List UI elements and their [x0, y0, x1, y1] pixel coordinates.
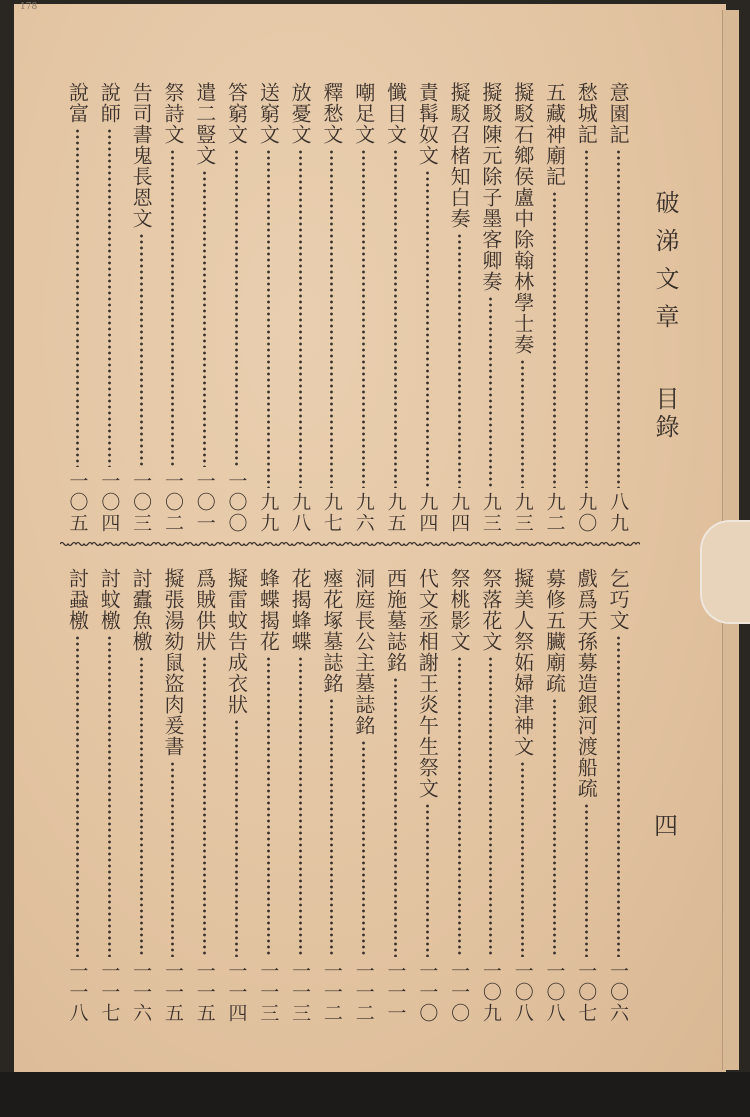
- dot-leader: [394, 149, 397, 488]
- page-header: [648, 190, 683, 442]
- toc-entry: [348, 568, 380, 1024]
- entry-title: 告司書鬼長恩文: [129, 82, 154, 229]
- dot-leader: [267, 656, 270, 957]
- entry-page: 一〇八: [543, 961, 566, 1024]
- entry-title: 擬駁召楮知白奏: [447, 82, 472, 229]
- entry-title: 洞庭長公主墓誌銘: [351, 568, 376, 736]
- toc-entry: [125, 82, 157, 534]
- toc-entry: [189, 568, 221, 1024]
- book-title: 破涕文章: [651, 190, 679, 342]
- toc-entry: [221, 568, 253, 1024]
- entry-page: 一〇〇: [225, 471, 248, 534]
- entry-page: 一一〇: [416, 961, 439, 1024]
- corner-label: 178: [20, 2, 38, 12]
- entry-page: 一一〇: [448, 961, 471, 1024]
- entry-page: 一〇一: [193, 471, 216, 534]
- dot-leader: [553, 191, 556, 488]
- dot-leader: [235, 149, 238, 467]
- dot-leader: [521, 359, 524, 488]
- toc-entry: [539, 82, 571, 534]
- dot-leader: [330, 149, 333, 488]
- toc-entry: [284, 82, 316, 534]
- entry-page: 一一八: [66, 961, 89, 1024]
- entry-title: 愁城記: [574, 82, 599, 145]
- entry-page: 一〇五: [66, 471, 89, 534]
- dot-leader: [362, 740, 365, 957]
- entry-title: 爲賊供狀: [192, 568, 217, 652]
- dot-leader: [394, 677, 397, 957]
- toc-entry: [507, 82, 539, 534]
- toc-entry: [316, 82, 348, 534]
- toc-entry: [602, 568, 634, 1024]
- entry-title: 擬雷蚊告成衣狀: [224, 568, 249, 715]
- toc-entry: [348, 82, 380, 534]
- toc-entry: [570, 568, 602, 1024]
- dot-leader: [76, 128, 79, 467]
- dot-leader: [585, 149, 588, 488]
- entry-page: 一一六: [130, 961, 153, 1024]
- wavy-divider: [60, 536, 640, 552]
- entry-title: 懺目文: [383, 82, 408, 145]
- entry-title: 蜂蝶揭花: [256, 568, 281, 652]
- entry-page: 九四: [448, 492, 471, 534]
- toc-entry: [316, 568, 348, 1024]
- toc-entry: [221, 82, 253, 534]
- entry-page: 一一一: [384, 961, 407, 1024]
- toc-entry: [62, 568, 94, 1024]
- entry-page: 九六: [352, 492, 375, 534]
- entry-title: 戲爲天孫募造銀河渡船疏: [574, 568, 599, 799]
- entry-title: 送窮文: [256, 82, 281, 145]
- entry-title: 責髯奴文: [415, 82, 440, 166]
- dot-leader: [330, 698, 333, 957]
- entry-title: 擬駁陳元除子墨客卿奏: [478, 82, 503, 292]
- dot-leader: [299, 656, 302, 957]
- toc-entry: [475, 82, 507, 534]
- dot-leader: [426, 170, 429, 488]
- entry-title: 瘞花塚墓誌銘: [319, 568, 344, 694]
- entry-page: 九四: [416, 492, 439, 534]
- entry-title: 意園記: [606, 82, 631, 145]
- toc-entry: [411, 568, 443, 1024]
- toc-entry: [380, 82, 412, 534]
- dot-leader: [426, 803, 429, 957]
- entry-page: 九七: [320, 492, 343, 534]
- entry-title: 擬張湯劾鼠盜肉爰書: [160, 568, 185, 757]
- entry-title: 募修五臟廟疏: [542, 568, 567, 694]
- toc-entry: [602, 82, 634, 534]
- entry-page: 九〇: [575, 492, 598, 534]
- entry-page: 九三: [511, 492, 534, 534]
- toc-entry: [411, 82, 443, 534]
- dot-leader: [76, 635, 79, 957]
- entry-page: 九五: [384, 492, 407, 534]
- entry-page: 一〇二: [161, 471, 184, 534]
- scan-border: [0, 1072, 750, 1117]
- toc-entry: [93, 82, 125, 534]
- dot-leader: [585, 803, 588, 957]
- entry-page: 一一二: [320, 961, 343, 1024]
- dot-leader: [458, 233, 461, 488]
- toc-entry: [93, 568, 125, 1024]
- dot-leader: [140, 656, 143, 957]
- toc-entry: [157, 568, 189, 1024]
- dot-leader: [140, 233, 143, 467]
- entry-title: 花揭蜂蝶: [288, 568, 313, 652]
- entry-title: 擬駁石鄉侯盧中除翰林學士奏: [510, 82, 535, 355]
- dot-leader: [171, 761, 174, 957]
- toc-entry: [62, 82, 94, 534]
- entry-page: 一一三: [257, 961, 280, 1024]
- entry-title: 代文丞相謝王炎午生祭文: [415, 568, 440, 799]
- toc-entry: [252, 568, 284, 1024]
- dot-leader: [203, 656, 206, 957]
- entry-title: 放憂文: [288, 82, 313, 145]
- entry-page: 一一二: [352, 961, 375, 1024]
- entry-page: 八九: [607, 492, 630, 534]
- entry-page: 一一五: [193, 961, 216, 1024]
- entry-title: 討蝨檄: [65, 568, 90, 631]
- toc-entry: [475, 568, 507, 1024]
- entry-title: 說師: [97, 82, 122, 124]
- toc-entry: [539, 568, 571, 1024]
- entry-page: 九八: [289, 492, 312, 534]
- entry-page: 一〇四: [98, 471, 121, 534]
- toc-bottom-section: [62, 568, 634, 1024]
- dot-leader: [553, 698, 556, 957]
- entry-page: 九二: [543, 492, 566, 534]
- dot-leader: [203, 170, 206, 467]
- dot-leader: [108, 128, 111, 467]
- entry-page: 九三: [479, 492, 502, 534]
- entry-title: 祭落花文: [478, 568, 503, 652]
- dot-leader: [171, 149, 174, 467]
- dot-leader: [299, 149, 302, 488]
- page-number: 四: [654, 812, 678, 840]
- toc-entry: [157, 82, 189, 534]
- entry-title: 釋愁文: [319, 82, 344, 145]
- dot-leader: [489, 296, 492, 488]
- entry-title: 乞巧文: [606, 568, 631, 631]
- toc-entry: [284, 568, 316, 1024]
- toc-entry: [252, 82, 284, 534]
- entry-title: 討蠹魚檄: [129, 568, 154, 652]
- entry-page: 一一五: [161, 961, 184, 1024]
- dot-leader: [617, 149, 620, 488]
- entry-page: 一一四: [225, 961, 248, 1024]
- entry-title: 擬美人祭妬婦津神文: [510, 568, 535, 757]
- toc-entry: [125, 568, 157, 1024]
- toc-entry: [507, 568, 539, 1024]
- toc-entry: [189, 82, 221, 534]
- entry-page: 九九: [257, 492, 280, 534]
- dot-leader: [235, 719, 238, 957]
- entry-page: 一〇三: [130, 471, 153, 534]
- entry-title: 答窮文: [224, 82, 249, 145]
- toc-entry: [443, 82, 475, 534]
- dot-leader: [362, 149, 365, 488]
- dot-leader: [458, 656, 461, 957]
- toc-entry: [380, 568, 412, 1024]
- entry-title: 西施墓誌銘: [383, 568, 408, 673]
- entry-page: 一〇七: [575, 961, 598, 1024]
- entry-page: 一〇九: [479, 961, 502, 1024]
- entry-title: 遣二豎文: [192, 82, 217, 166]
- dot-leader: [267, 149, 270, 488]
- entry-page: 一一三: [289, 961, 312, 1024]
- entry-title: 祭桃影文: [447, 568, 472, 652]
- entry-page: 一〇八: [511, 961, 534, 1024]
- toc-heading: 目錄: [651, 385, 679, 442]
- entry-title: 嘲足文: [351, 82, 376, 145]
- entry-title: 說富: [65, 82, 90, 124]
- toc-entry: [570, 82, 602, 534]
- entry-title: 祭詩文: [160, 82, 185, 145]
- entry-page: 一一七: [98, 961, 121, 1024]
- toc-top-section: [62, 82, 634, 534]
- dot-leader: [521, 761, 524, 957]
- dot-leader: [108, 635, 111, 957]
- page-tab: [700, 520, 750, 624]
- toc-entry: [443, 568, 475, 1024]
- dot-leader: [617, 635, 620, 957]
- entry-title: 五藏神廟記: [542, 82, 567, 187]
- entry-title: 討蚊檄: [97, 568, 122, 631]
- entry-page: 一〇六: [607, 961, 630, 1024]
- dot-leader: [489, 656, 492, 957]
